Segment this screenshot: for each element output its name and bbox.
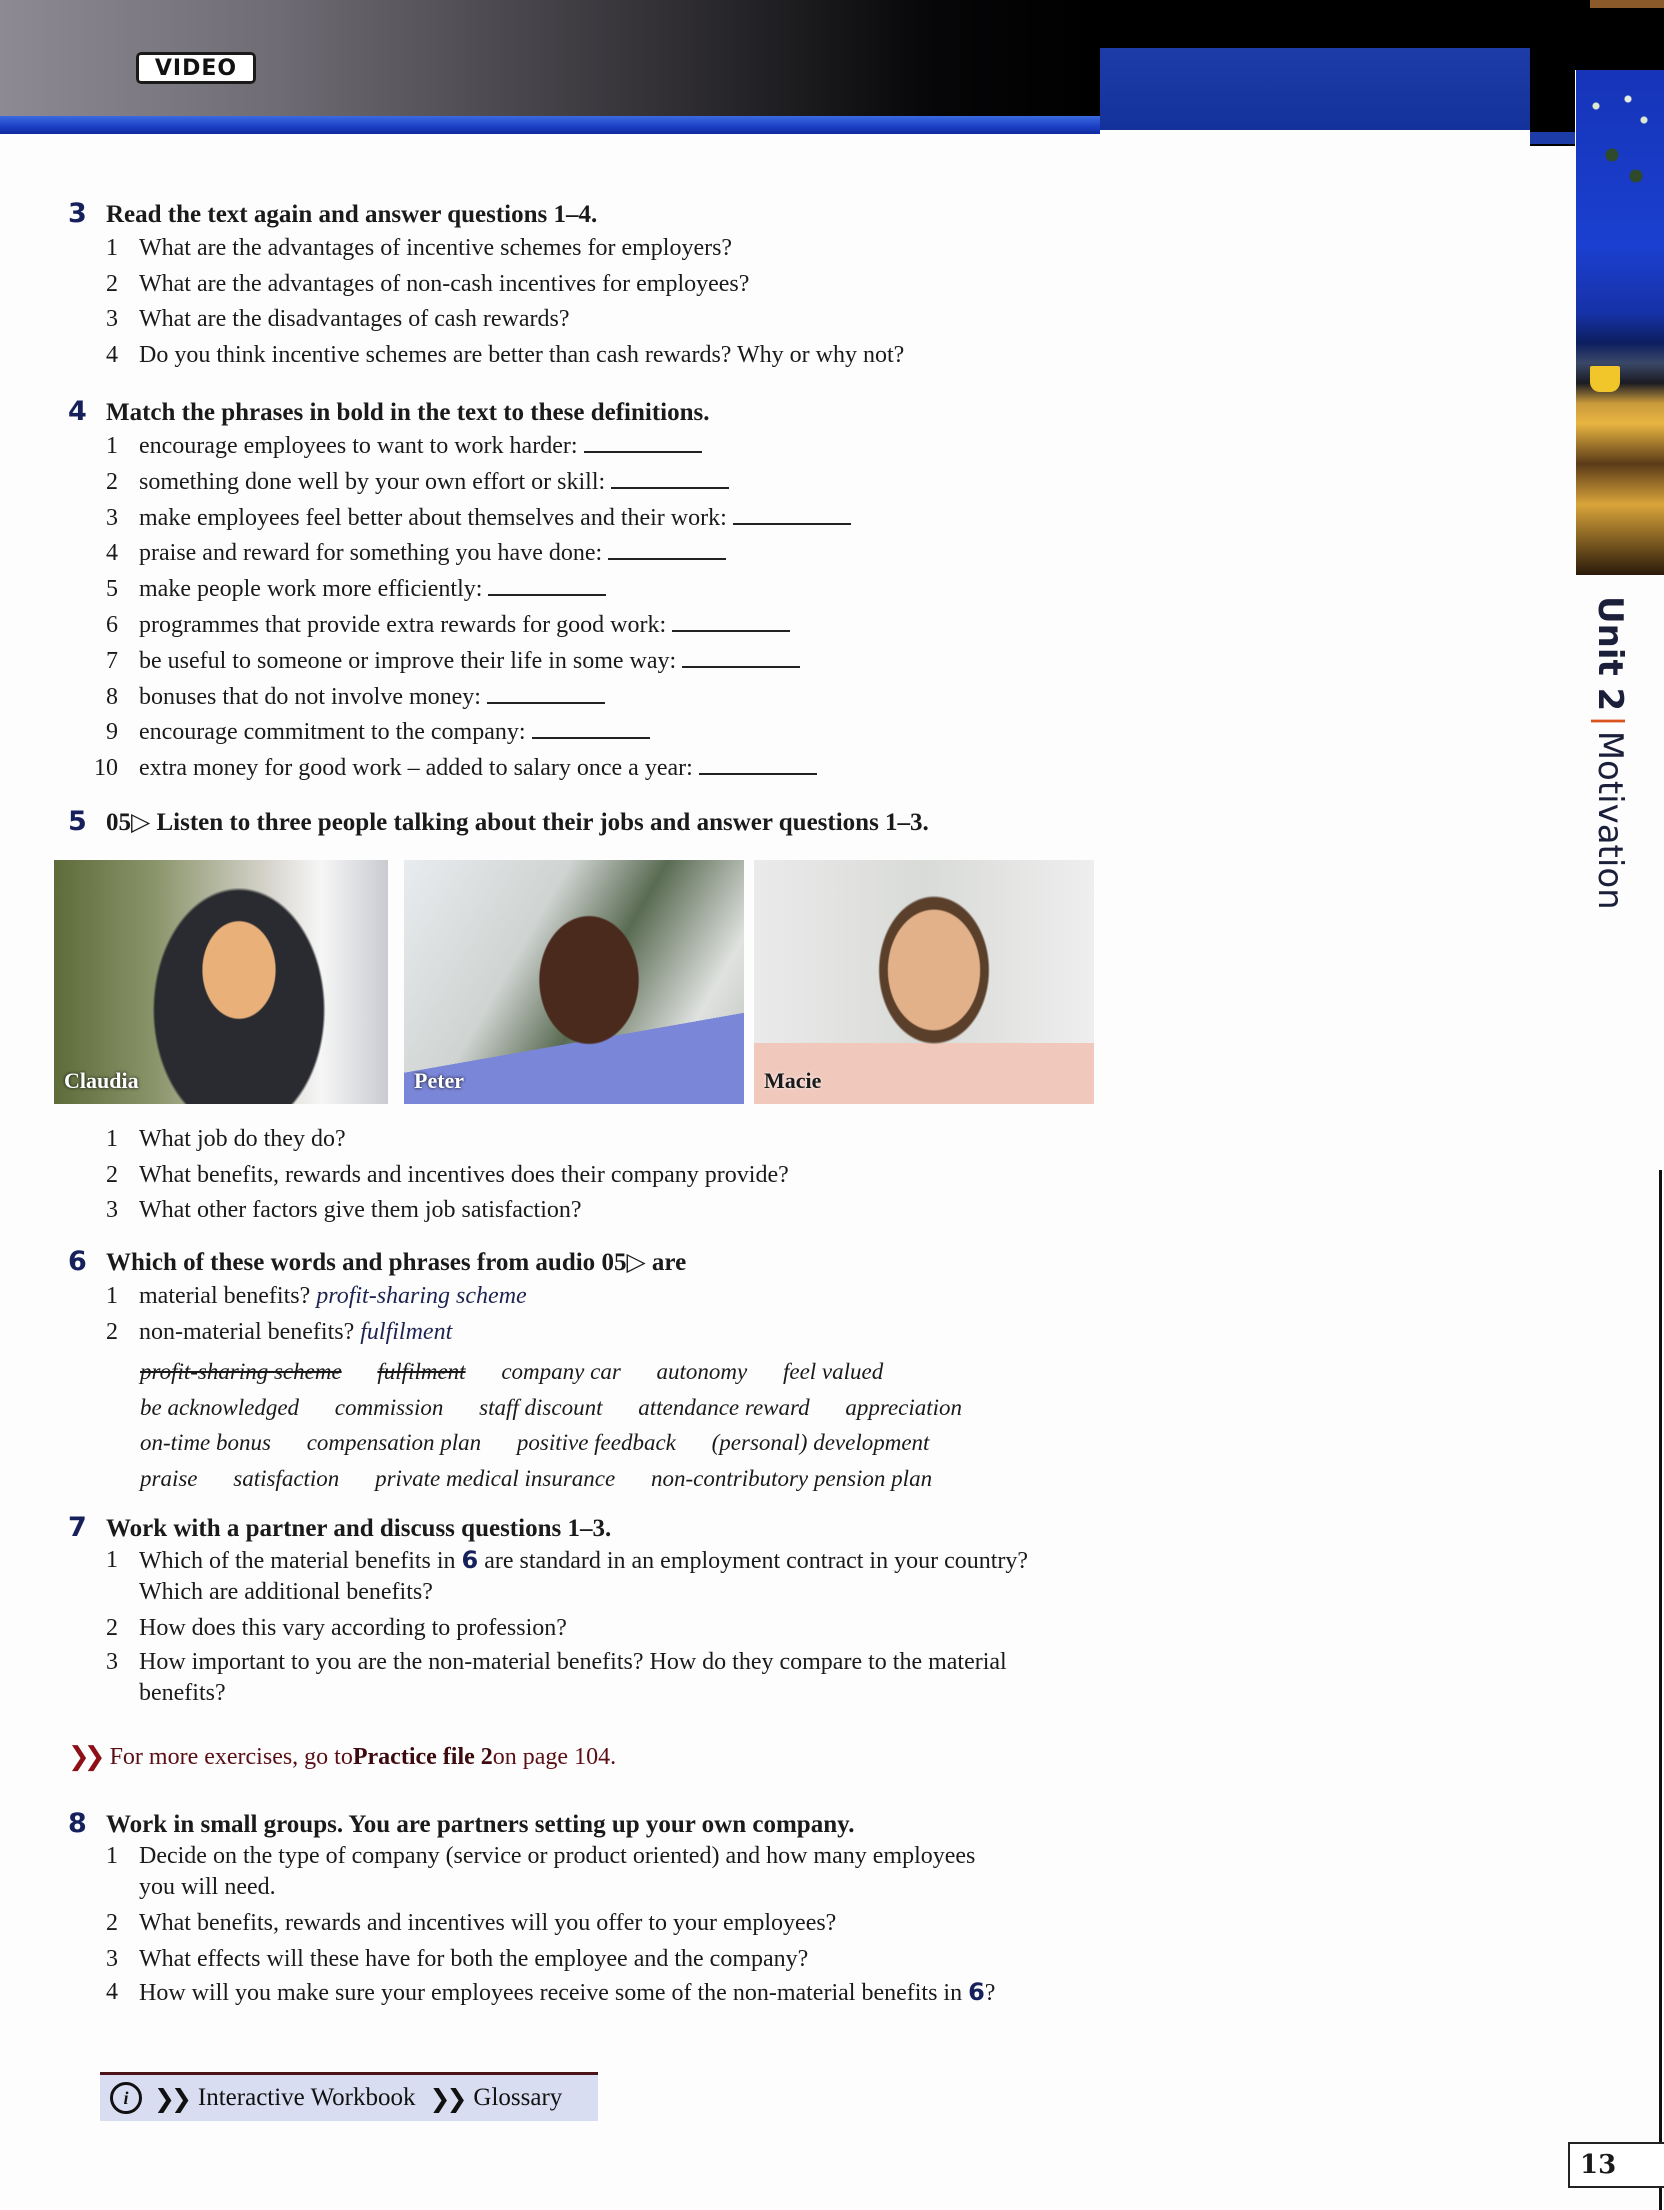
header-right-block	[1575, 0, 1664, 70]
answer-blank[interactable]	[532, 719, 650, 739]
task-item: 1 Decide on the type of company (service or product oriented) and how many employees you will need.	[106, 1843, 976, 1900]
resources-bar	[100, 2072, 598, 2121]
exercise-number: 8	[68, 1808, 87, 1839]
answer-blank[interactable]	[487, 684, 605, 704]
answer-blank[interactable]	[733, 505, 851, 525]
photo-peter	[404, 860, 744, 1104]
word-box	[140, 1354, 992, 1496]
exercise-instruction: Work in small groups. You are partners setting up your own company.	[106, 1811, 855, 1838]
category-item: 2 non-material benefits? fulfilment	[106, 1318, 453, 1345]
question-item: 2 What are the advantages of non-cash incentives for employees?	[106, 270, 750, 297]
exercise-6: 6 Which of these words and phrases from audio 05▷ are 1 material benefits? profit-sharing scheme 2 non-material benefits? fulfilment profit-sharing scheme fulfilment company car autonomy feel valued be acknowledged commission staff discount attendance reward appreciation on-time bonus compensation plan positive feedback (personal) development praise satisfaction private medical insurance non-contributory pension plan	[68, 1246, 992, 1496]
audio-track-link[interactable]: 05▷	[106, 809, 151, 836]
word-chip: non-contributory pension plan	[650, 1465, 933, 1491]
word-row	[140, 1425, 992, 1461]
question-item: 2 What benefits, rewards and incentives does their company provide?	[106, 1161, 789, 1188]
word-row	[140, 1461, 992, 1497]
side-photo	[1576, 70, 1664, 575]
exercise-8	[68, 1808, 1048, 2009]
practice-file-note: ❯❯ For more exercises, go to Practice file 2 on page 104.	[68, 1742, 617, 1772]
answer-blank[interactable]	[611, 469, 729, 489]
photo-macie	[754, 860, 1094, 1104]
exercise-number: 5	[68, 806, 87, 837]
word-chip: praise	[140, 1465, 198, 1491]
audio-track-link[interactable]: 05▷	[601, 1249, 646, 1276]
word-chip: be acknowledged	[140, 1394, 300, 1420]
task-item: 3 What effects will these have for both the employee and the company?	[106, 1945, 809, 1972]
definition-item: 10 extra money for good work – added to salary once a year:	[106, 751, 851, 787]
question-item: 2 How does this vary according to profession?	[106, 1615, 567, 1641]
word-chip: positive feedback	[516, 1430, 676, 1455]
exercise-number: 7	[68, 1512, 87, 1543]
speaker-photos	[54, 860, 1094, 1104]
unit-label	[1578, 596, 1638, 926]
example-answer: profit-sharing scheme	[316, 1283, 527, 1309]
word-chip: compensation plan	[306, 1430, 482, 1455]
answer-blank[interactable]	[584, 433, 702, 453]
definition-item: 8 bonuses that do not involve money:	[106, 680, 851, 716]
exercise-instruction: Which of these words and phrases from audio	[106, 1249, 596, 1276]
word-chip: staff discount	[479, 1394, 603, 1420]
definition-item: 6 programmes that provide extra rewards for good work:	[106, 608, 851, 644]
word-chip: profit-sharing scheme	[140, 1359, 342, 1384]
question-item: 3 What other factors give them job satisfaction?	[106, 1197, 582, 1223]
exercise-instruction: Work with a partner and discuss questions 1–3.	[106, 1515, 612, 1542]
page-number: 13	[1568, 2142, 1664, 2188]
answer-blank[interactable]	[682, 648, 800, 668]
word-chip: commission	[334, 1394, 444, 1420]
word-chip: satisfaction	[233, 1465, 340, 1491]
double-chevron-icon: ❯❯	[68, 1742, 100, 1772]
exercise-instruction: Match the phrases in bold in the text to these definitions.	[106, 399, 710, 426]
unit-topic: Motivation	[1590, 730, 1630, 910]
exercise-5-questions	[68, 1122, 789, 1229]
question-item: 1 Which of the material benefits in 6 are standard in an employment contract in your country? Which are additional benefits?	[106, 1546, 1029, 1605]
word-chip: feel valued	[782, 1359, 884, 1384]
definition-item: 7 be useful to someone or improve their life in some way:	[106, 644, 851, 680]
answer-blank[interactable]	[488, 576, 606, 596]
answer-blank[interactable]	[608, 540, 726, 560]
table-edge	[1590, 0, 1664, 8]
unit-number: Unit 2	[1590, 596, 1630, 712]
word-chip: (personal) development	[711, 1430, 930, 1455]
exercise-7	[68, 1512, 1068, 1709]
definition-item: 5 make people work more efficiently:	[106, 572, 851, 608]
practice-file-link[interactable]: Practice file 2	[352, 1743, 493, 1770]
task-item: 4 How will you make sure your employees receive some of the non-material benefits in 6?	[106, 1978, 996, 2006]
question-item: 3 How important to you are the non-material benefits? How do they compare to the material benefits?	[106, 1648, 1007, 1706]
exercise-instruction: Read the text again and answer questions 1–4.	[106, 201, 598, 228]
exercise-3	[68, 198, 904, 373]
photo-caption: Claudia	[64, 1068, 139, 1093]
exercise-number: 3	[68, 198, 87, 229]
word-row	[140, 1390, 992, 1426]
photo-caption: Peter	[414, 1068, 465, 1093]
exercise-instruction: Listen to three people talking about their jobs and answer questions 1–3.	[156, 809, 929, 836]
double-chevron-icon: ❯❯	[154, 2083, 188, 2113]
word-row	[140, 1354, 992, 1390]
word-chip: attendance reward	[638, 1394, 810, 1420]
page-gutter	[1530, 0, 1575, 146]
word-chip: private medical insurance	[375, 1465, 616, 1491]
word-chip: fulfilment	[377, 1359, 466, 1384]
question-item: 4 Do you think incentive schemes are better than cash rewards? Why or why not?	[106, 341, 905, 368]
page-edge-rule	[1659, 1170, 1662, 2210]
word-chip: company car	[501, 1359, 621, 1384]
exercise-number: 6	[68, 1246, 87, 1277]
word-chip: on-time bonus	[140, 1430, 271, 1455]
video-tag[interactable]: VIDEO	[136, 52, 256, 84]
word-chip: appreciation	[845, 1394, 963, 1420]
photo-caption: Macie	[764, 1068, 822, 1093]
header-black-block	[1100, 0, 1530, 50]
glossary-link[interactable]: Glossary	[473, 2084, 563, 2111]
exercise-number: 4	[68, 396, 87, 427]
page-gutter-blue	[1530, 132, 1575, 144]
question-item: 1 What are the advantages of incentive schemes for employers?	[106, 235, 733, 261]
photo-claudia	[54, 860, 388, 1104]
interactive-workbook-link[interactable]: Interactive Workbook	[197, 2084, 416, 2111]
question-item: 1 What job do they do?	[106, 1126, 346, 1152]
leaves-image	[1580, 78, 1660, 218]
info-icon: i	[110, 2082, 142, 2114]
definition-item: 2 something done well by your own effort or skill:	[106, 465, 851, 501]
definition-item: 9 encourage commitment to the company:	[106, 715, 851, 751]
answer-blank[interactable]	[699, 755, 817, 775]
category-item: 1 material benefits? profit-sharing scheme	[106, 1283, 527, 1309]
exercise-4	[68, 396, 851, 787]
example-answer: fulfilment	[360, 1318, 453, 1345]
definition-item: 1 encourage employees to want to work harder:	[106, 429, 851, 465]
question-item: 3 What are the disadvantages of cash rewards?	[106, 306, 570, 332]
header-blue-rule	[0, 116, 1100, 134]
definition-item: 4 praise and reward for something you have done:	[106, 536, 851, 572]
task-item: 2 What benefits, rewards and incentives will you offer to your employees?	[106, 1910, 837, 1936]
word-chip: autonomy	[656, 1359, 748, 1384]
cup-image	[1590, 366, 1620, 392]
header-blue-block	[1100, 48, 1530, 130]
definition-item: 3 make employees feel better about themselves and their work:	[106, 501, 851, 537]
exercise-5	[68, 806, 929, 837]
double-chevron-icon: ❯❯	[429, 2083, 464, 2113]
unit-divider: |	[1590, 715, 1630, 727]
answer-blank[interactable]	[672, 612, 790, 632]
